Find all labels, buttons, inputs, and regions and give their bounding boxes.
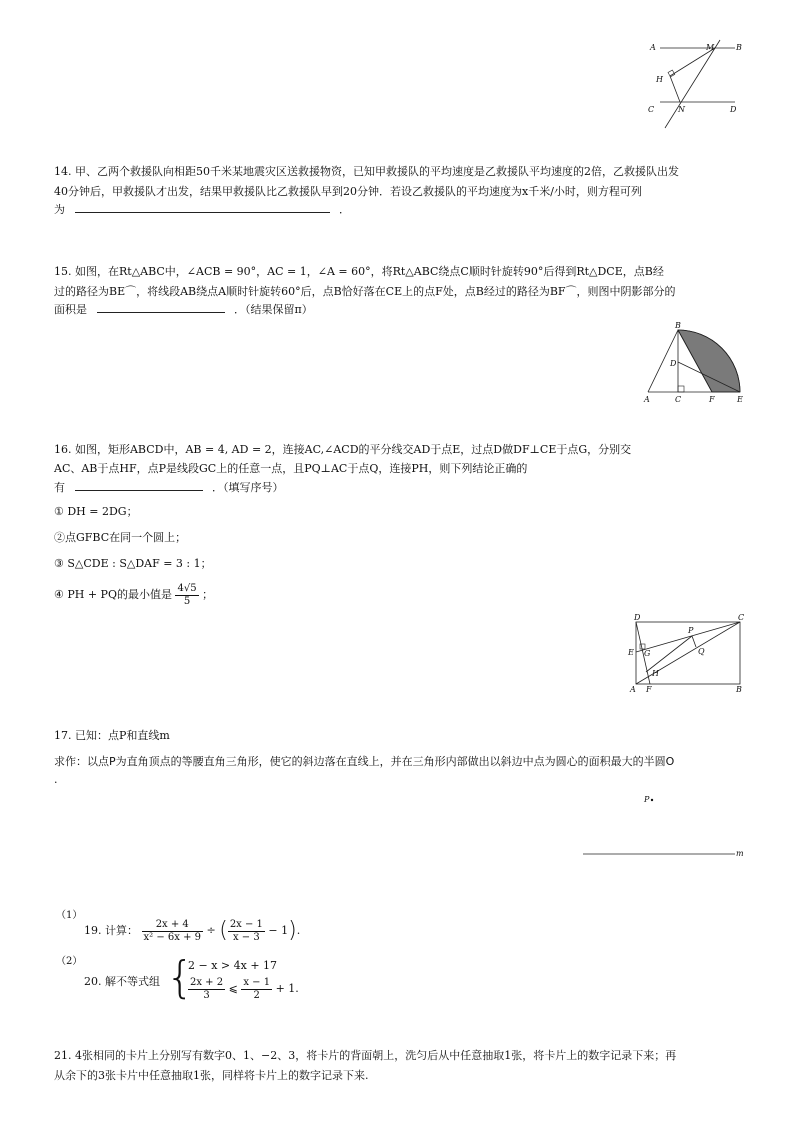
q16-answer-blank[interactable] [75,478,203,491]
q16-option-4-fraction [175,583,198,608]
system-brace: { [166,952,194,1003]
q17-line1: 17. 已知：点P和直线m [54,729,170,742]
label-N: N [678,105,685,114]
fraction-numerator: 4√5 [177,582,197,594]
q16-option-4 [54,580,213,610]
plus-one: + 1 [275,982,296,995]
label-B: B [736,43,742,52]
label-C: C [675,395,682,404]
q20-fraction-1 [188,977,225,1002]
fraction-numerator: 2x + 4 [142,919,204,932]
q16-line1: 16. 如图，矩形ABCD中，AB = 4, AD = 2，连接AC,∠ACD的平分线交AD于点E，过点D做DF⊥CE于点G，分别交 [54,443,632,456]
q15-line3-pre: 面积是 [54,303,87,316]
q16-option-2: ②点GFBC在同一个圆上； [54,531,187,544]
line-m-label: m [736,849,744,858]
label-H: H [652,669,659,678]
divide-sign: ÷ [206,924,216,937]
q15-line3 [54,300,313,320]
q16-line2: AC、AB于点HF，点P是线段GC上的任意一点，且PQ⊥AC于点Q，连接PH，则下列结论正确的 [54,462,528,475]
fraction-numerator: x − 1 [243,976,271,988]
q15-line2: 过的路径为BE⌒，将线段AB绕点A顺时针旋转60°后，点B恰好落在CE上的点F处，点B经过的路径为BF⌒，则图中阴影部分的 [54,285,676,298]
q20-row-1: 2 − x > 4x + 17 [188,959,278,972]
q16-option-1: ① DH = 2DG； [54,505,138,518]
label-H: H [656,75,663,84]
q16-line3 [54,478,284,498]
rectangle-diagram [626,614,748,694]
label-C: C [648,105,655,114]
right-paren: ) [288,918,297,943]
q15-line1: 15. 如图，在Rt△ABC中，∠ACB = 90°，AC = 1，∠A = 60°，将Rt△ABC绕点C顺时针旋转90°后得到Rt△DCE，点B经 [54,265,664,278]
q14-line3 [54,200,350,220]
q20-row-2 [188,974,299,1004]
label-D: D [730,105,737,114]
q17-line2: 求作：以点P为直角顶点的等腰直角三角形，使它的斜边落在直线上，并在三角形内部做出以斜边中点为圆心的面积最大的半圆O [54,755,675,768]
fraction-numerator: 2x − 1 [229,918,263,930]
q16-line3-pre: 有 [54,481,65,494]
q16-option-4-post: ； [202,588,214,601]
q21-line1: 21. 4张相同的卡片上分别写有数字0、1、−2、3，将卡片的背面朝上，洗匀后从中任意抽取1张，将卡片上的数字记录下来；再 [54,1049,677,1062]
q19-expression [84,914,300,948]
point-P-label: P [644,795,650,804]
minus-one: − 1 [268,924,289,937]
fraction-denominator: 3 [203,989,210,1001]
q19-prefix: 19. 计算： [84,924,138,937]
le-sign: ⩽ [228,982,238,995]
label-F: F [709,395,715,404]
parallel-lines-diagram [640,40,750,135]
q17-line3: . [54,773,58,786]
left-paren: ( [219,918,228,943]
q14-line2: 40分钟后，甲救援队才出发，结果甲救援队比乙救援队早到20分钟．若设乙救援队的平均速度为x千米/小时，则方程可列 [54,185,642,198]
fraction-denominator: x − 3 [232,931,260,943]
label-A: A [630,685,636,694]
label-Q: Q [698,647,705,656]
q16-option-3: ③ S△CDE : S△DAF = 3 : 1； [54,557,212,570]
q20-fraction-2 [241,977,272,1002]
q20-tag: （2） [56,956,83,967]
q16-option-4-pre: ④ PH + PQ的最小值是 [54,588,172,601]
rotation-triangle-diagram [640,322,750,407]
q14-line3-pre: 为 [54,203,65,216]
label-P: P [688,626,694,635]
q14-line3-post: ． [339,203,350,216]
fraction-denominator: 5 [183,595,191,607]
label-A: A [650,43,656,52]
label-G: G [644,649,651,658]
label-A: A [644,395,650,404]
point-and-line-figure [580,790,750,860]
q16-line3-post: ．（填写序号） [212,481,284,494]
q20-period: . [295,982,299,995]
fraction-denominator: x² − 6x + 9 [143,931,201,943]
fraction-denominator: 2 [253,989,260,1001]
q14-answer-blank[interactable] [75,200,330,213]
label-C: C [738,613,745,622]
q15-answer-blank[interactable] [97,300,225,313]
q19-period: . [296,924,301,937]
label-F: F [646,685,652,694]
label-E: E [628,648,634,657]
q19-fraction-1 [142,919,204,944]
label-B: B [675,321,681,330]
label-D: D [634,613,641,622]
q20-prefix: 20. 解不等式组 [84,975,160,988]
label-B: B [736,685,742,694]
q15-line3-post: ．（结果保留π） [234,303,313,316]
label-D: D [670,359,677,368]
q21-line2: 从余下的3张卡片中任意抽取1张，同样将卡片上的数字记录下来. [54,1069,369,1082]
label-E: E [737,395,743,404]
fraction-numerator: 2x + 2 [190,976,224,988]
q14-line1: 14. 甲、乙两个救援队向相距50千米某地震灾区送救援物资，已知甲救援队的平均速度是乙救援队平均速度的2倍，乙救援队出发 [54,165,679,178]
q19-fraction-2 [228,919,265,944]
q19-tag: （1） [56,910,83,921]
label-M: M [706,43,715,52]
